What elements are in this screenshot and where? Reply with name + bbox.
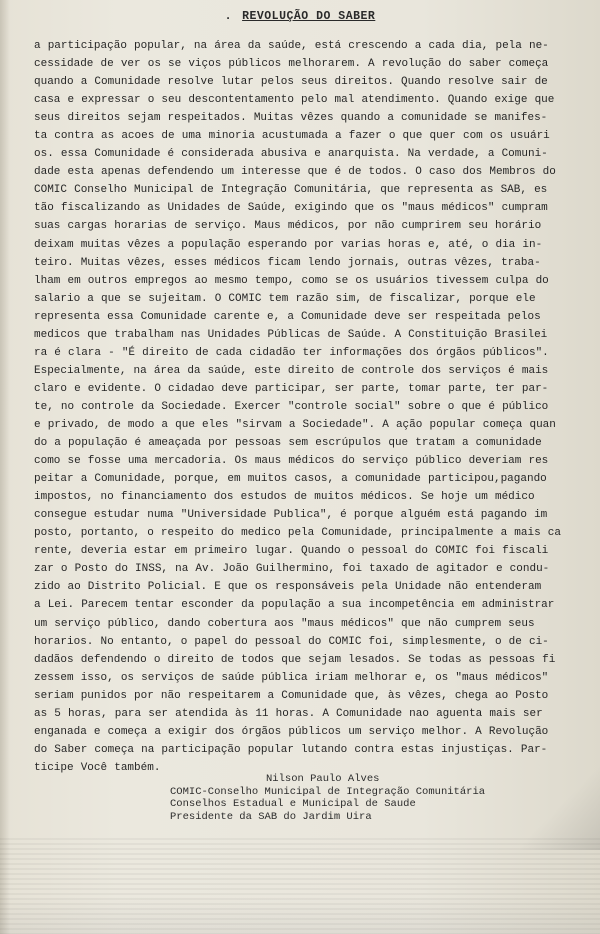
text-line: ra é clara - "É direito de cada cidadão ter informações dos órgãos públicos". [34, 346, 549, 359]
text-line: zessem isso, os serviços de saúde pública iriam melhorar e, os "maus médicos" [34, 671, 549, 684]
text-line: Especialmente, na área da saúde, este direito de controle dos serviços é mais [34, 364, 549, 377]
text-line: zido ao Distrito Policial. E que os responsáveis pela Unidade não entenderam [34, 581, 542, 594]
text-line: COMIC Conselho Municipal de Integração Comunitária, que representa as SAB, es [34, 184, 548, 197]
text-line: seus direitos sejam respeitados. Muitas vêzes quando a comunidade se manifes- [34, 112, 548, 125]
text-line: e privado, de modo a que eles "sirvam a Sociedade". A ação popular começa quan [34, 418, 556, 431]
text-line: posto, portanto, o respeito do medico pela Comunidade, principalmente a mais ca [34, 527, 561, 540]
text-line: como se fosse uma mercadoria. Os maus médicos do serviço público deveriam res [34, 455, 549, 468]
text-line: seriam punidos por não respeitarem a Comunidade que, às vêzes, chega ao Posto [34, 689, 549, 702]
text-line: consegue estudar numa "Universidade Publica", é porque alguém está pagando im [34, 509, 548, 522]
text-line: suas cargas horarias de serviço. Maus médicos, por não cumprirem seu horário [34, 220, 542, 233]
text-line: rente, deveria estar em primeiro lugar. Quando o pessoal do COMIC foi fiscali [34, 545, 549, 558]
text-line: impostos, no financiamento dos estudos de muitos médicos. Se hoje um médico [34, 491, 535, 504]
page-edge [0, 0, 10, 934]
text-line: representa essa Comunidade carente e, a Comunidade deve ser respeitada pelos [34, 310, 541, 323]
text-line: teiro. Muitas vêzes, esses médicos ficam lendo jornais, outras vêzes, traba- [34, 256, 541, 269]
signatory-role: Presidente da SAB do Jardim Uira [170, 810, 372, 823]
text-line: quando a Comunidade resolve lutar pelos seus direitos. Quando resolve sair de [34, 76, 548, 89]
article-body [34, 37, 586, 777]
text-line: um serviço público, dando cobertura aos "maus médicos" que não cumprem seus [34, 617, 535, 630]
text-line: lham em outros empregos ao mesmo tempo, como se os usuários tivessem culpa do [34, 274, 549, 287]
document-title [0, 10, 600, 23]
text-line: horarios. No entanto, o papel do pessoal do COMIC foi, simplesmente, o de ci- [34, 635, 549, 648]
text-line: do Saber começa na participação popular lutando contra estas injustiças. Par- [34, 743, 548, 756]
text-line: a participação popular, na área da saúde, está crescendo a cada dia, pela ne- [34, 40, 549, 52]
text-line: ta contra as acoes de uma minoria acustumada a fazer o que quer com os usuári [34, 130, 550, 143]
text-line: as 5 horas, para ser atendida às 11 horas. A Comunidade nao aguenta mais ser [34, 707, 543, 720]
text-line: dadãos defendendo o direito de todos que sejam lesados. Se todas as pessoas fi [34, 653, 556, 666]
text-line: dade esta apenas defendendo um interesse que é de todos. O caso dos Membros do [34, 166, 556, 179]
text-line: zar o Posto do INSS, na Av. João Guilhermino, foi taxado de agitador e condu- [34, 563, 550, 576]
text-line: tão fiscalizando as Unidades de Saúde, exigindo que os "maus médicos" cumpram [34, 202, 548, 215]
title-text: REVOLUÇÃO DO SABER [242, 10, 376, 23]
scan-bleed [0, 896, 600, 934]
text-line: do a população é ameaçada por pessoas sem escrúpulos que tratam a comunidade [34, 437, 542, 450]
text-line: te, no controle da Sociedade. Exercer "controle social" sobre o que é público [34, 400, 549, 413]
text-line: ticipe Você também. [34, 761, 161, 774]
text-line: peitar a Comunidade, porque, em muitos casos, a comunidade participou,pagando [34, 473, 547, 486]
text-line: enganada e começa a exigir dos órgãos públicos um serviço melhor. A Revolução [34, 725, 549, 738]
text-line: casa e expressar o seu descontentamento pelo mal atendimento. Quando exige que [34, 94, 555, 107]
page-fold-shadow [520, 760, 600, 850]
text-line: salario a que se sujeitam. O COMIC tem razão sim, de fiscalizar, porque ele [34, 292, 536, 305]
text-line: deixam muitas vêzes a população esperando por varias horas e, até, o dia in- [34, 238, 543, 251]
text-line: os. essa Comunidade é considerada abusiva e anarquista. Na verdade, a Comuni- [34, 148, 548, 161]
signatory-role: COMIC-Conselho Municipal de Integração Comunitária [170, 785, 486, 798]
signatory-name: Nilson Paulo Alves [266, 773, 380, 785]
signatory-role: Conselhos Estadual e Municipal de Saude [170, 798, 416, 810]
text-line: cessidade de ver os se viços públicos melhorarem. A revolução do saber começa [34, 58, 549, 71]
text-line: medicos que trabalham nas Unidades Públicas de Saúde. A Constituição Brasilei [34, 328, 548, 341]
text-line: claro e evidente. O cidadao deve participar, ser parte, tomar parte, ter par- [34, 382, 549, 395]
title-mark: . [224, 10, 233, 23]
text-line: a Lei. Parecem tentar esconder da população a sua incompetência em administrar [34, 599, 555, 612]
